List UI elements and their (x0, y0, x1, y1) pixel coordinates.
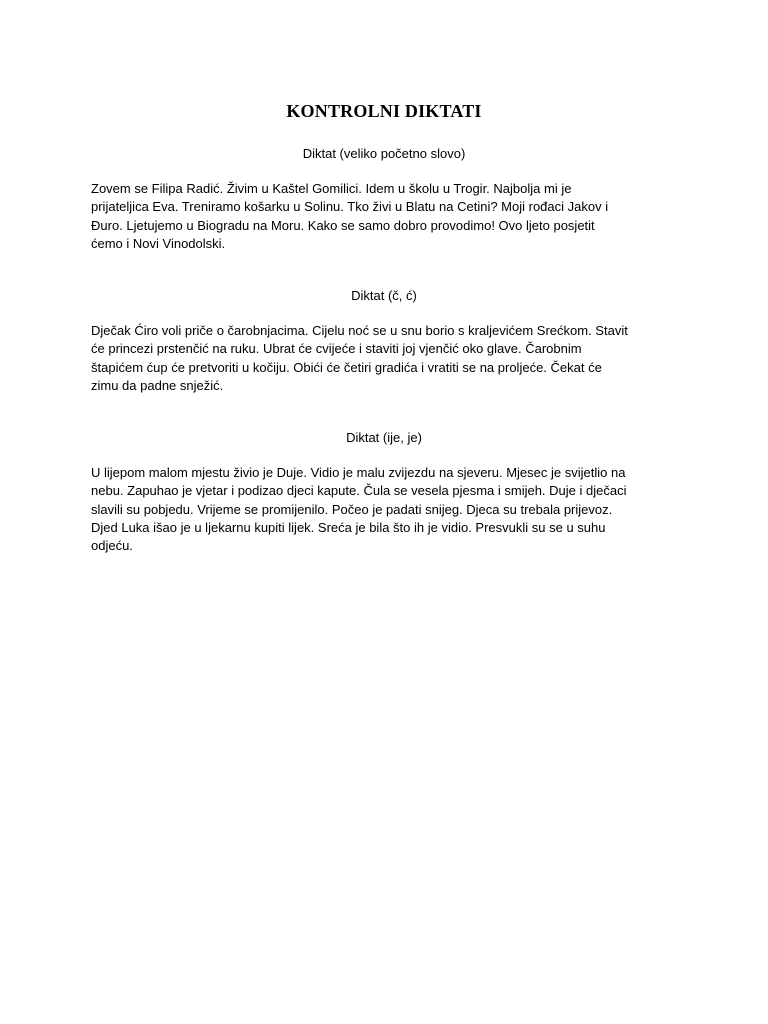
paragraph-line: odjeću. (91, 538, 133, 554)
paragraph-line: prijateljica Eva. Treniramo košarku u Solinu. Tko živi u Blatu na Cetini? Moji rođaci Jakov i (91, 199, 609, 215)
paragraph-line: nebu. Zapuhao je vjetar i podizao djeci kapute. Čula se vesela pjesma i smijeh. Duje i dječaci (91, 483, 627, 499)
section-paragraph-c-letters (91, 322, 691, 395)
section-heading-ije-je: Diktat (ije, je) (346, 430, 422, 445)
paragraph-line: zimu da padne snježić. (91, 377, 224, 393)
paragraph-line: ćemo i Novi Vinodolski. (91, 235, 226, 251)
paragraph-line: Djed Luka išao je u ljekarnu kupiti lijek. Sreća je bila što ih je vidio. Presvukli su se u suhu (91, 519, 606, 535)
paragraph-line: slavili su pobjedu. Vrijeme se promijenilo. Počeo je padati snijeg. Djeca su trebala prijevoz. (91, 501, 613, 517)
section-heading-capital-letter: Diktat (veliko početno slovo) (302, 146, 466, 161)
paragraph-line: U lijepom malom mjestu živio je Duje. Vidio je malu zvijezdu na sjeveru. Mjesec je svijetlio na (91, 465, 626, 480)
paragraph-line: Zovem se Filipa Radić. Živim u Kaštel Gomilici. Idem u školu u Trogir. Najbolja mi je (91, 181, 572, 196)
paragraph-line: Đuro. Ljetujemo u Biogradu na Moru. Kako se samo dobro provodimo! Ovo ljeto posjetit (91, 217, 595, 233)
section-paragraph-ije-je (91, 464, 691, 555)
section-paragraph-capital-letter (91, 180, 691, 253)
paragraph-line: štapićem ćup će pretvoriti u kočiju. Obići će četiri gradića i vratiti se na proljeće. Čekat će (91, 359, 602, 375)
document-title: KONTROLNI DIKTATI (286, 101, 482, 121)
paragraph-line: Dječak Ćiro voli priče o čarobnjacima. Cijelu noć se u snu borio s kraljevićem Srećkom. Stavit (91, 323, 628, 338)
section-heading-c-letters: Diktat (č, ć) (351, 288, 417, 303)
paragraph-line: će princezi prstenčić na ruku. Ubrat će cvijeće i staviti joj vjenčić oko glave. Čarobnim (91, 341, 582, 357)
